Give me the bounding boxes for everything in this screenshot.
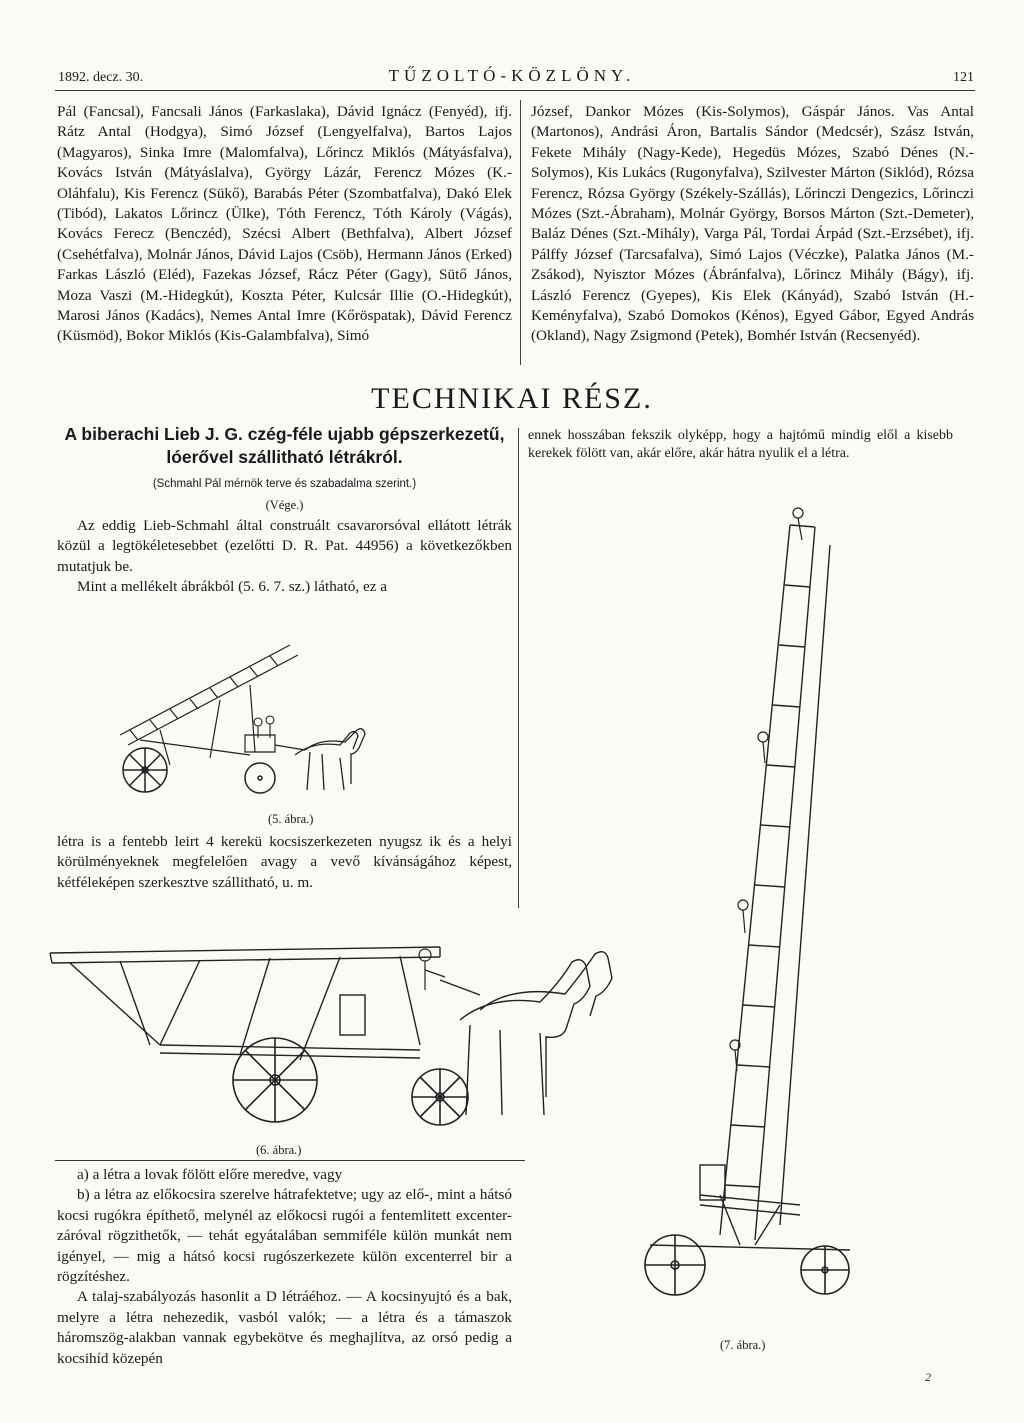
- names-left-text: Pál (Fancsal), Fancsali János (Farkaslaka), Dávid Ignácz (Fenyéd), ifj. Rátz Antal (Hodgya), Simó József (Lengyelfalva), Bartos Lajos (Magyaros), Sinka Imre (Malomfalva), Lőrincz Miklós (Mátyásfalva), Kovács István (Mátyáslalva), György Lázár, Ferencz Mózes (K.-Oláhfalu), Kis Ferencz (Sükő), Barabás Péter (Szombatfalva), Dakó Elek (Tibód), Lakatos Lőrincz (Ülke), Tóth Ferencz, Tóth Károly (Vágás), Kovács Ferecz (Benczéd), Szécsi Albert (Bethfalva), Albert József (Csehétfalva), Molnár János, Dávid Lajos (Csöb), Hermann János (Erked) Farkas László (Eléd), Fazekas József, Rácz Péter (Gagy), Sütő János, Moza Vaszi (M.-Hidegkút), Koszta Péter, Kulcsár Illie (O.-Hidegkút), Marosi János (Kadács), Nemes Antal Imre (Kőröspatak), Dávid Ferencz (Küsmöd), Bokor Miklós (Kis-Galambfalva), Simó: [57, 103, 512, 345]
- fig5-wheels: [123, 748, 275, 793]
- article-intro: [57, 516, 512, 598]
- figure-5-illustration: [100, 640, 400, 810]
- figure-6-caption: (6. ábra.): [256, 1143, 302, 1157]
- bottom-text: [57, 1165, 512, 1369]
- header-date: 1892. decz. 30.: [58, 70, 144, 85]
- column-divider-top: [520, 100, 521, 365]
- mid-paragraph-text: létra is a fentebb leirt 4 kerekü kocsiszerkezeten nyugsz ik és a helyi körülményeknek megfelelően avagy a vevő kívánságához képest, kétféleképen szerkesztve szállitható, u. m.: [57, 833, 512, 891]
- journal-title: TŰZOLTÓ-KÖZLÖNY.: [388, 66, 636, 85]
- figure-6-rule: [55, 1160, 525, 1161]
- names-right-column: [531, 102, 974, 347]
- fig5-ladder: [120, 645, 298, 745]
- figure-6-illustration: [40, 925, 660, 1135]
- names-right-text: József, Dankor Mózes (Kis-Solymos), Gáspár János. Vas Antal (Martonos), Andrási Áron, Bartalis Sándor (Medcsér), Szász István, Fekete Mihály (Nagy-Kede), Hegedüs Mózes, Szabó Dénes (N.-Solymos), Kis Lukács (Rugonyfalva), Szilvester Márton (Siklód), Rózsa Ferencz, Rózsa György (Székely-Szállás), Lőrinczi Dengezics, Lőrinczi Mózes (Szt.-Ábraham), Molnár György, Borsos Márton (Szt.-Demeter), Baláz Dénes (Szt.-Mihály), Varga Pál, Tordai Árpád (Szt.-Erzsébet), ifj. Pálffy József (Tarcsafalva), Simó Lajos (Véczke), Palatka János (M.-Zsákod), Nyisztor Mózes (Ábránfalva), Lőrincz Mihály (Bágy), ifj. László Ferencz (Gyepes), Kis Elek (Kányád), Szabó István (H.-Keményfalva), Szabó Domokos (Kénos), Egyed Gábor, Egyed András (Okland), Nagy Zsigmond (Petek), Bomhér István (Recsenyéd).: [531, 103, 974, 345]
- figure-5-caption: (5. ábra.): [268, 812, 314, 826]
- header-rule: [55, 90, 975, 91]
- article-subtitle: (Schmahl Pál mérnök terve és szabadalma szerint.): [152, 478, 417, 490]
- fig6-wheels: [233, 1038, 468, 1125]
- figure-7-illustration: [640, 505, 900, 1315]
- fig5-horses: [275, 729, 365, 790]
- item-a: a) a létra a lovak fölött előre meredve, vagy: [77, 1166, 343, 1183]
- article-end-note: (Vége.): [265, 498, 304, 512]
- ground-paragraph: A talaj-szabályozás hasonlit a D létráéhoz. — A kocsinyujtó és a bak, melyre a létra nehezedik, vasból valók; — a létra és a támaszok háromszög-alakban vannak egybekötve és meghajlítva, az orsó pedig a kocsihíd közepén: [57, 1288, 512, 1367]
- fig6-frame: [70, 956, 420, 1060]
- fig6-driver: [419, 949, 445, 990]
- figure-7-caption: (7. ábra.): [720, 1338, 766, 1352]
- mid-paragraph: [57, 832, 512, 893]
- fig7-base: [650, 1165, 850, 1250]
- fig7-firemen: [730, 508, 803, 1071]
- right-intro-text: ennek hosszában fekszik olyképp, hogy a hajtómű mindig elől a kisebb kerekek fölött van, akár előre, akár hátra nyulik el a létra.: [528, 428, 953, 461]
- fig6-ladder: [50, 947, 440, 963]
- fig7-wheels: [645, 1235, 849, 1295]
- fig7-ladder: [720, 525, 830, 1240]
- section-title: TECHNIKAI RÉSZ.: [371, 382, 653, 415]
- article-title: A biberachi Lieb J. G. czég-féle ujabb gépszerkezetű, lóerővel szállitható létrákról.: [64, 424, 505, 467]
- page-number: 121: [953, 70, 974, 85]
- right-intro: [528, 427, 953, 462]
- intro-paragraph-2: Mint a mellékelt ábrákból (5. 6. 7. sz.) látható, ez a: [77, 578, 387, 596]
- intro-paragraph-1: Az eddig Lieb-Schmahl által construált csavarorsóval ellátott létrák közül a legtökéletesebbet (ezelőtti D. R. Pat. 44956) a következőkben mutatjuk be.: [57, 517, 512, 575]
- footer-mark: 2: [925, 1370, 931, 1384]
- fig6-horses: [440, 952, 612, 1115]
- names-left-column: [57, 102, 512, 347]
- item-b: b) a létra az előkocsira szerelve hátrafektetve; ugy az elő-, mint a hátsó kocsi rugókra építhető, melynél az előkocsi rugói a fentemlitett excenter-záróval rögzithetők, — tehát egyátalában semmiféle külön munkát nem igényel, — mig a hátsó kocsi rugószerkezete külön excenterrel bir a rögzítéshez.: [57, 1186, 512, 1286]
- column-divider-middle: [518, 428, 519, 908]
